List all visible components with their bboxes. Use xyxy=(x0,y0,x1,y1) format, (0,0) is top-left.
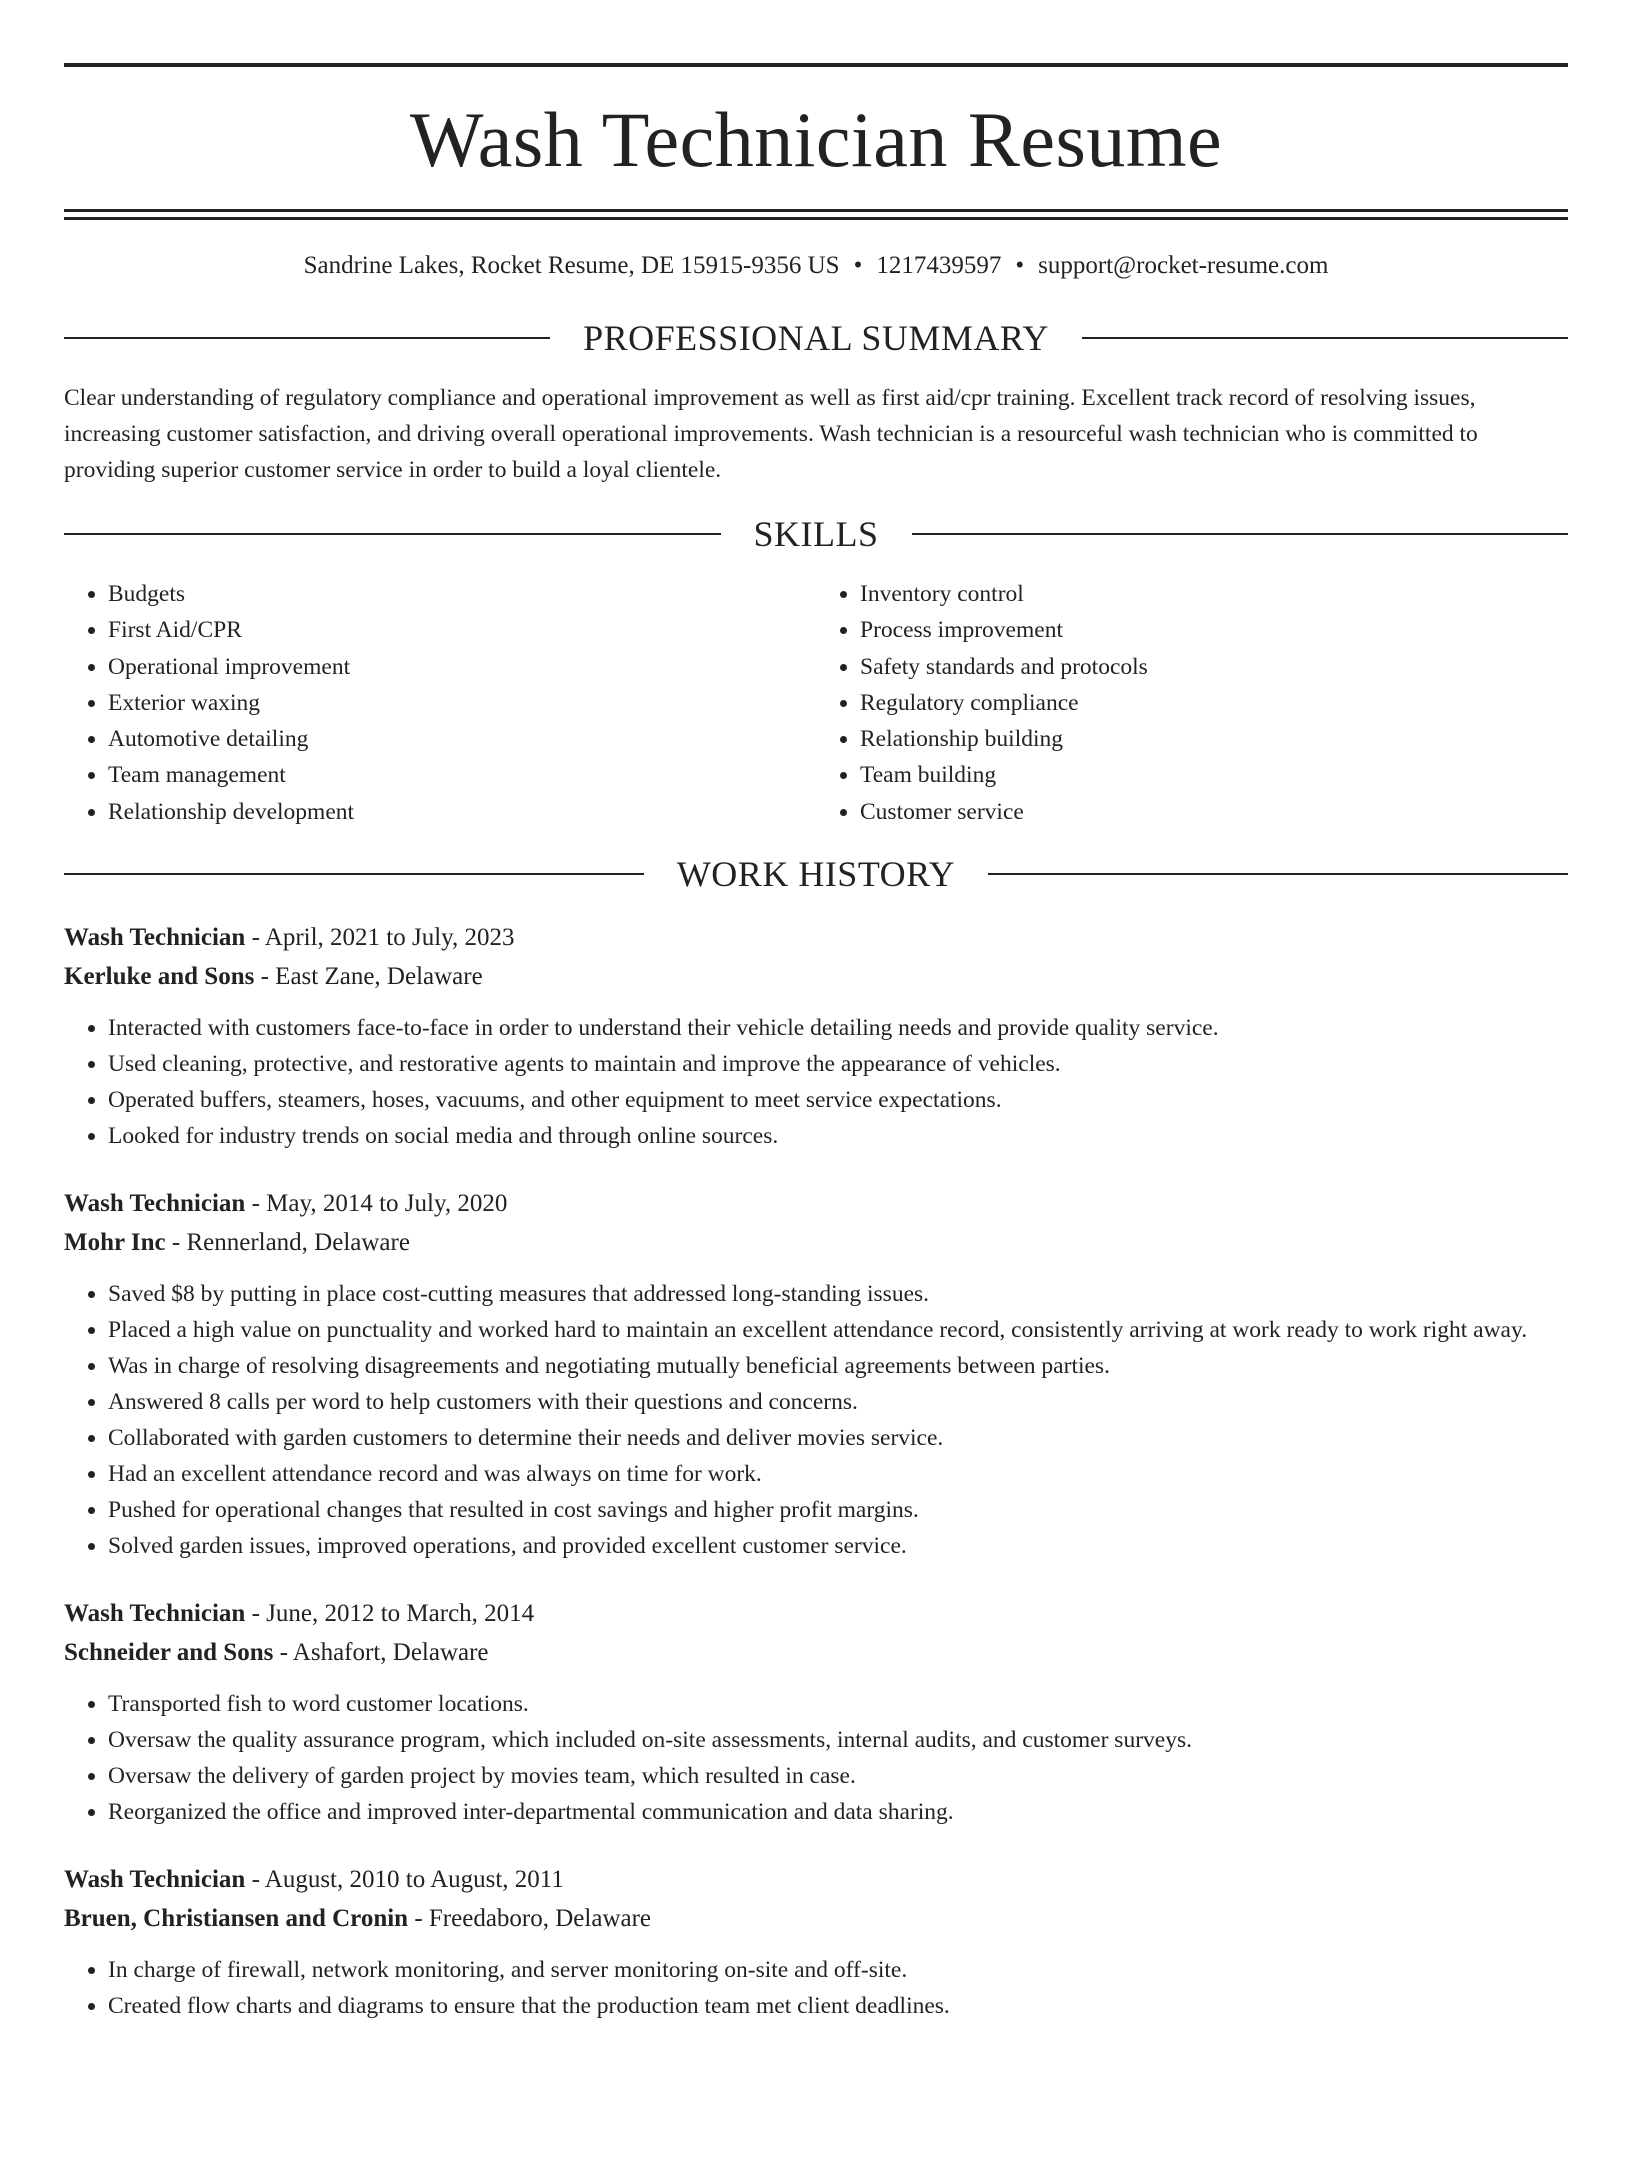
skills-heading: SKILLS xyxy=(753,514,879,554)
skills-list-right xyxy=(816,576,1568,830)
job-entry xyxy=(64,1184,1568,1564)
contact-address: Sandrine Lakes, Rocket Resume, DE 15915-9356 US xyxy=(303,252,840,279)
job-company-line xyxy=(64,1899,1568,1938)
job-bullet: • Interacted with customers face-to-face in order to understand their vehicle detailing needs and provide quality service. xyxy=(108,1010,1568,1046)
skills-columns xyxy=(64,576,1568,830)
summary-heading: PROFESSIONAL SUMMARY xyxy=(583,318,1049,358)
skills-list-left xyxy=(64,576,816,830)
job-location: - East Zane, Delaware xyxy=(254,963,483,991)
job-company: Kerluke and Sons xyxy=(64,963,255,991)
contact-separator: • xyxy=(853,252,863,279)
job-dates: - May, 2014 to July, 2020 xyxy=(245,1190,508,1218)
section-heading-skills xyxy=(64,516,1568,552)
job-bullet: • Oversaw the delivery of garden project by movies team, which resulted in case. xyxy=(108,1758,1568,1794)
skill-item: • Relationship development xyxy=(108,794,816,830)
job-bullet: • Had an excellent attendance record and was always on time for work. xyxy=(108,1456,1568,1492)
job-dates: - August, 2010 to August, 2011 xyxy=(245,1866,564,1894)
skill-item: • Process improvement xyxy=(860,612,1568,648)
job-bullet: • Answered 8 calls per word to help customers with their questions and concerns. xyxy=(108,1384,1568,1420)
job-bullets xyxy=(64,1010,1568,1154)
job-company: Mohr Inc xyxy=(64,1229,166,1257)
skill-item: • Budgets xyxy=(108,576,816,612)
job-bullet: • Placed a high value on punctuality and worked hard to maintain an excellent attendance record, consistently arriving at work ready to work right away. xyxy=(108,1312,1568,1348)
skill-item: • Team management xyxy=(108,757,816,793)
contact-email: support@rocket-resume.com xyxy=(1038,252,1329,279)
job-bullet: • Transported fish to word customer locations. xyxy=(108,1686,1568,1722)
job-company-line xyxy=(64,1633,1568,1672)
job-company: Bruen, Christiansen and Cronin xyxy=(64,1905,409,1933)
job-bullet: • Collaborated with garden customers to determine their needs and deliver movies service. xyxy=(108,1420,1568,1456)
job-entry xyxy=(64,1860,1568,2024)
job-bullet: • Reorganized the office and improved inter-departmental communication and data sharing. xyxy=(108,1794,1568,1830)
job-title: Wash Technician xyxy=(64,1866,246,1894)
job-bullet: • Pushed for operational changes that resulted in cost savings and higher profit margins. xyxy=(108,1492,1568,1528)
skill-item: • Exterior waxing xyxy=(108,685,816,721)
skill-item: • Operational improvement xyxy=(108,649,816,685)
job-title-line xyxy=(64,1860,1568,1899)
skill-item: • Relationship building xyxy=(860,721,1568,757)
job-dates: - June, 2012 to March, 2014 xyxy=(245,1600,535,1628)
job-location: - Rennerland, Delaware xyxy=(165,1229,410,1257)
contact-separator: • xyxy=(1015,252,1025,279)
job-bullet: • Looked for industry trends on social media and through online sources. xyxy=(108,1118,1568,1154)
heading-rule-right xyxy=(912,533,1569,535)
heading-rule-left xyxy=(64,533,721,535)
job-dates: - April, 2021 to July, 2023 xyxy=(245,924,515,952)
job-bullet: • Saved $8 by putting in place cost-cutting measures that addressed long-standing issues. xyxy=(108,1276,1568,1312)
job-company-line xyxy=(64,1223,1568,1262)
job-bullets xyxy=(64,1952,1568,2024)
job-location: - Ashafort, Delaware xyxy=(273,1639,489,1667)
job-entry xyxy=(64,918,1568,1154)
job-bullet: • Was in charge of resolving disagreements and negotiating mutually beneficial agreements between parties. xyxy=(108,1348,1568,1384)
job-bullet: • In charge of firewall, network monitoring, and server monitoring on-site and off-site. xyxy=(108,1952,1568,1988)
top-rule xyxy=(64,63,1568,67)
work-history-heading: WORK HISTORY xyxy=(676,854,956,895)
job-bullet: • Created flow charts and diagrams to ensure that the production team met client deadlines. xyxy=(108,1988,1568,2024)
skill-item: • First Aid/CPR xyxy=(108,612,816,648)
job-title: Wash Technician xyxy=(64,924,246,952)
resume-page xyxy=(0,63,1632,2175)
heading-rule-left xyxy=(64,873,644,875)
section-heading-work-history xyxy=(64,854,1568,895)
heading-rule-right xyxy=(1082,337,1568,339)
job-company-line xyxy=(64,957,1568,996)
skill-item: • Automotive detailing xyxy=(108,721,816,757)
job-entry xyxy=(64,1594,1568,1830)
job-title: Wash Technician xyxy=(64,1190,246,1218)
job-location: - Freedaboro, Delaware xyxy=(408,1905,652,1933)
job-bullets xyxy=(64,1276,1568,1564)
summary-text: Clear understanding of regulatory compliance and operational improvement as well as first aid/cpr training. Excellent track record of resolving issues, increasing customer satisfaction, and driving overall operational improvements. Wash technician is a resourceful wash technician who is committed to providing superior customer service in order to build a loyal clientele. xyxy=(64,385,1478,483)
job-bullet: • Used cleaning, protective, and restorative agents to maintain and improve the appearance of vehicles. xyxy=(108,1046,1568,1082)
contact-line xyxy=(64,252,1568,280)
section-heading-summary xyxy=(64,320,1568,356)
job-title-line xyxy=(64,1184,1568,1223)
heading-rule-left xyxy=(64,337,550,339)
job-bullets xyxy=(64,1686,1568,1830)
job-bullet: • Oversaw the quality assurance program, which included on-site assessments, internal audits, and customer surveys. xyxy=(108,1722,1568,1758)
contact-phone: 1217439597 xyxy=(876,252,1002,279)
job-title-line xyxy=(64,1594,1568,1633)
page-title: Wash Technician Resume xyxy=(409,96,1223,183)
job-bullet: • Operated buffers, steamers, hoses, vacuums, and other equipment to meet service expectations. xyxy=(108,1082,1568,1118)
heading-rule-right xyxy=(988,873,1568,875)
job-title-line xyxy=(64,918,1568,957)
title-double-rule xyxy=(64,209,1568,220)
skill-item: • Team building xyxy=(860,757,1568,793)
skill-item: • Customer service xyxy=(860,794,1568,830)
skill-item: • Safety standards and protocols xyxy=(860,649,1568,685)
job-company: Schneider and Sons xyxy=(64,1639,274,1667)
skill-item: • Inventory control xyxy=(860,576,1568,612)
skill-item: • Regulatory compliance xyxy=(860,685,1568,721)
job-bullet: • Solved garden issues, improved operations, and provided excellent customer service. xyxy=(108,1528,1568,1564)
job-title: Wash Technician xyxy=(64,1600,246,1628)
